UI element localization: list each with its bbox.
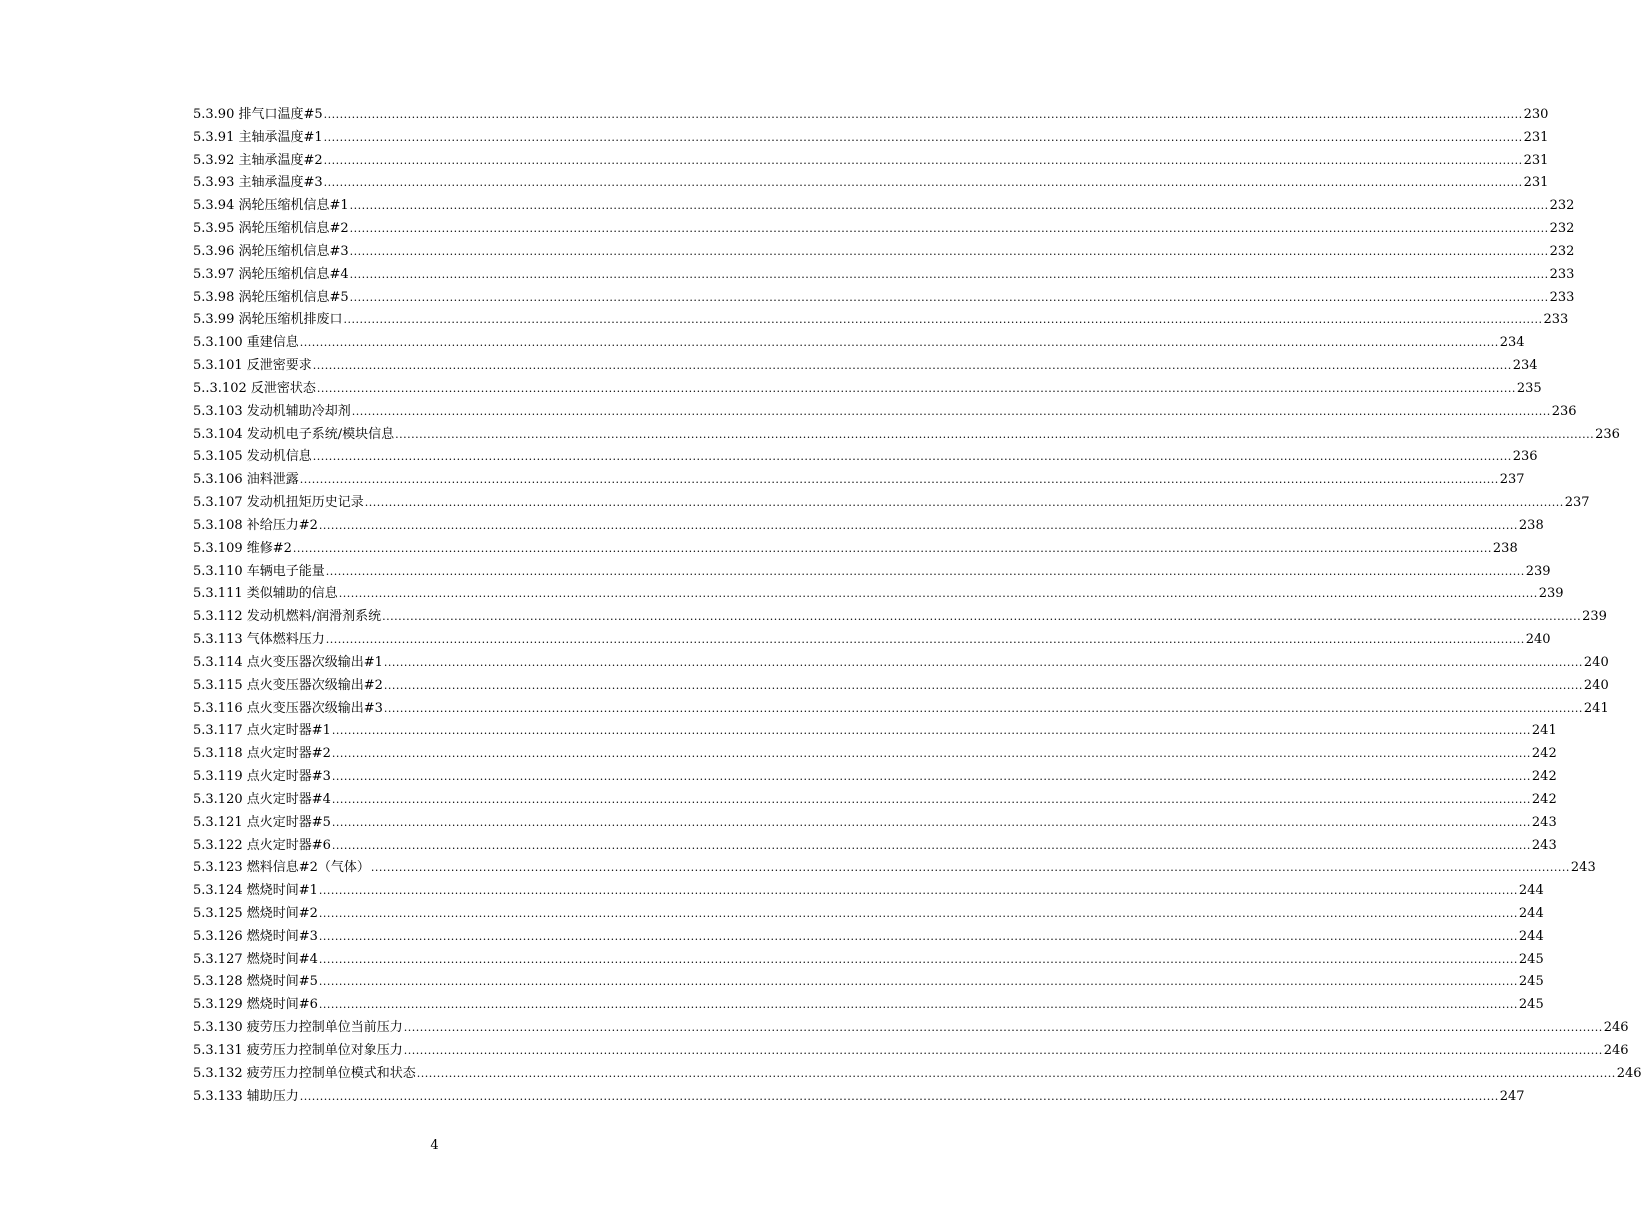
toc-dot-leader: ............................................................................................................................................................................................................................................................................................................ xyxy=(316,381,1516,395)
toc-entry-title: 5.3.105 发动机信息 xyxy=(193,449,312,465)
toc-entry[interactable] xyxy=(193,903,1544,926)
toc-entry-title: 5.3.130 疲劳压力控制单位当前压力 xyxy=(193,1020,403,1036)
toc-entry-page-number: 245 xyxy=(1518,974,1544,990)
toc-entry-title: 5.3.108 补给压力#2 xyxy=(193,517,318,533)
toc-entry[interactable] xyxy=(193,309,1569,332)
toc-entry[interactable] xyxy=(193,127,1549,150)
toc-entry-page-number: 246 xyxy=(1603,1042,1629,1058)
toc-dot-leader: ............................................................................................................................................................................................................................................................................................................ xyxy=(338,587,1538,601)
toc-entry-page-number: 242 xyxy=(1531,769,1557,785)
toc-dot-leader: ............................................................................................................................................................................................................................................................................................................ xyxy=(331,815,1531,829)
toc-entry-page-number: 234 xyxy=(1512,358,1538,374)
toc-dot-leader: ............................................................................................................................................................................................................................................................................................................ xyxy=(331,747,1531,761)
toc-entry-page-number: 238 xyxy=(1492,540,1518,556)
toc-entry-page-number: 244 xyxy=(1518,905,1544,921)
toc-entry[interactable] xyxy=(193,880,1544,903)
toc-entry-title: 5.3.123 燃料信息#2（气体） xyxy=(193,860,370,876)
toc-dot-leader: ............................................................................................................................................................................................................................................................................................................ xyxy=(343,313,1543,327)
toc-dot-leader: ............................................................................................................................................................................................................................................................................................................ xyxy=(331,770,1531,784)
toc-entry[interactable] xyxy=(193,994,1544,1017)
toc-dot-leader: ............................................................................................................................................................................................................................................................................................................ xyxy=(370,861,1570,875)
toc-entry-page-number: 233 xyxy=(1549,266,1575,282)
toc-entry-page-number: 231 xyxy=(1523,152,1549,168)
toc-entry[interactable] xyxy=(193,332,1525,355)
toc-entry-title: 5.3.91 主轴承温度#1 xyxy=(193,129,323,145)
toc-entry[interactable] xyxy=(193,355,1538,378)
toc-entry-page-number: 238 xyxy=(1518,517,1544,533)
toc-entry-page-number: 240 xyxy=(1583,677,1609,693)
toc-entry[interactable] xyxy=(193,424,1620,447)
toc-entry[interactable] xyxy=(193,675,1609,698)
toc-entry-title: 5.3.119 点火定时器#3 xyxy=(193,769,331,785)
toc-dot-leader: ............................................................................................................................................................................................................................................................................................................ xyxy=(349,267,1549,281)
toc-entry-title: 5.3.121 点火定时器#5 xyxy=(193,814,331,830)
toc-entry[interactable] xyxy=(193,926,1544,949)
toc-dot-leader: ............................................................................................................................................................................................................................................................................................................ xyxy=(395,427,1595,441)
toc-entry[interactable] xyxy=(193,287,1575,310)
toc-entry-page-number: 243 xyxy=(1570,860,1596,876)
toc-entry[interactable] xyxy=(193,835,1557,858)
toc-dot-leader: ............................................................................................................................................................................................................................................................................................................ xyxy=(318,929,1518,943)
toc-entry[interactable] xyxy=(193,629,1551,652)
toc-dot-leader: ............................................................................................................................................................................................................................................................................................................ xyxy=(323,108,1523,121)
toc-entry-title: 5.3.104 发动机电子系统/模块信息 xyxy=(193,426,395,442)
toc-entry-title: 5.3.129 燃烧时间#6 xyxy=(193,997,318,1013)
toc-entry-page-number: 234 xyxy=(1499,335,1525,351)
toc-entry-title: 5.3.114 点火变压器次级输出#1 xyxy=(193,654,383,670)
toc-entry[interactable] xyxy=(193,561,1551,584)
toc-entry-page-number: 240 xyxy=(1525,632,1551,648)
toc-dot-leader: ............................................................................................................................................................................................................................................................................................................ xyxy=(331,724,1531,738)
toc-dot-leader: ............................................................................................................................................................................................................................................................................................................ xyxy=(312,359,1512,373)
toc-entry-page-number: 242 xyxy=(1531,746,1557,762)
toc-entry[interactable] xyxy=(193,378,1542,401)
toc-entry-page-number: 232 xyxy=(1549,243,1575,259)
toc-entry-title: 5.3.127 燃烧时间#4 xyxy=(193,951,318,967)
toc-entry-page-number: 242 xyxy=(1531,791,1557,807)
toc-entry-page-number: 237 xyxy=(1499,472,1525,488)
toc-entry-title: 5.3.117 点火定时器#1 xyxy=(193,723,331,739)
toc-dot-leader: ............................................................................................................................................................................................................................................................................................................ xyxy=(299,336,1499,350)
toc-entry-title: 5.3.132 疲劳压力控制单位模式和状态 xyxy=(193,1065,416,1081)
toc-entry-title: 5.3.107 发动机扭矩历史记录 xyxy=(193,495,364,511)
toc-entry[interactable] xyxy=(193,172,1549,195)
toc-entry-page-number: 241 xyxy=(1531,723,1557,739)
toc-entry[interactable] xyxy=(193,538,1518,561)
toc-entry-title: 5.3.131 疲劳压力控制单位对象压力 xyxy=(193,1042,403,1058)
toc-entry-page-number: 247 xyxy=(1499,1088,1525,1104)
toc-entry[interactable] xyxy=(193,949,1544,972)
toc-dot-leader: ............................................................................................................................................................................................................................................................................................................ xyxy=(349,199,1549,213)
toc-entry[interactable] xyxy=(193,1063,1642,1086)
toc-entry-title: 5.3.124 燃烧时间#1 xyxy=(193,883,318,899)
toc-dot-leader: ............................................................................................................................................................................................................................................................................................................ xyxy=(349,222,1549,236)
toc-entry-title: 5.3.90 排气口温度#5 xyxy=(193,107,323,122)
toc-entry-title: 5.3.115 点火变压器次级输出#2 xyxy=(193,677,383,693)
toc-entry[interactable] xyxy=(193,766,1557,789)
toc-entry-page-number: 239 xyxy=(1525,563,1551,579)
toc-entry-title: 5.3.112 发动机燃料/润滑剂系统 xyxy=(193,609,382,625)
toc-entry[interactable] xyxy=(193,264,1575,287)
toc-dot-leader: ............................................................................................................................................................................................................................................................................................................ xyxy=(299,1089,1499,1103)
toc-entry-page-number: 235 xyxy=(1516,380,1542,396)
toc-entry-page-number: 239 xyxy=(1538,586,1564,602)
toc-entry[interactable] xyxy=(193,195,1575,218)
toc-entry-page-number: 237 xyxy=(1564,495,1590,511)
toc-dot-leader: ............................................................................................................................................................................................................................................................................................................ xyxy=(318,952,1518,966)
toc-entry-title: 5.3.106 油料泄露 xyxy=(193,472,299,488)
toc-entry-title: 5.3.96 涡轮压缩机信息#3 xyxy=(193,243,349,259)
toc-dot-leader: ............................................................................................................................................................................................................................................................................................................ xyxy=(403,1021,1603,1035)
toc-dot-leader: ............................................................................................................................................................................................................................................................................................................ xyxy=(364,496,1564,510)
toc-entry-page-number: 231 xyxy=(1523,175,1549,191)
toc-entry-title: 5..3.102 反泄密状态 xyxy=(193,380,316,396)
toc-dot-leader: ............................................................................................................................................................................................................................................................................................................ xyxy=(312,450,1512,464)
toc-dot-leader: ............................................................................................................................................................................................................................................................................................................ xyxy=(299,473,1499,487)
toc-entry-title: 5.3.94 涡轮压缩机信息#1 xyxy=(193,198,349,214)
toc-entry-title: 5.3.133 辅助压力 xyxy=(193,1088,299,1104)
toc-entry-page-number: 246 xyxy=(1603,1020,1629,1036)
toc-entry[interactable] xyxy=(193,1040,1629,1063)
toc-entry-page-number: 230 xyxy=(1523,107,1549,122)
toc-dot-leader: ............................................................................................................................................................................................................................................................................................................ xyxy=(331,838,1531,852)
toc-dot-leader: ............................................................................................................................................................................................................................................................................................................ xyxy=(383,655,1583,669)
toc-entry-title: 5.3.100 重建信息 xyxy=(193,335,299,351)
toc-entry-page-number: 236 xyxy=(1595,426,1620,442)
toc-entry-title: 5.3.92 主轴承温度#2 xyxy=(193,152,323,168)
toc-entry[interactable] xyxy=(193,652,1609,675)
toc-entry-title: 5.3.98 涡轮压缩机信息#5 xyxy=(193,289,349,305)
toc-entry-title: 5.3.110 车辆电子能量 xyxy=(193,563,325,579)
toc-dot-leader: ............................................................................................................................................................................................................................................................................................................ xyxy=(349,290,1549,304)
toc-entry[interactable] xyxy=(193,743,1557,766)
toc-entry-title: 5.3.126 燃烧时间#3 xyxy=(193,928,318,944)
toc-dot-leader: ............................................................................................................................................................................................................................................................................................................ xyxy=(318,518,1518,532)
toc-entry[interactable] xyxy=(193,971,1544,994)
toc-entry-title: 5.3.122 点火定时器#6 xyxy=(193,837,331,853)
toc-dot-leader: ............................................................................................................................................................................................................................................................................................................ xyxy=(323,130,1523,144)
toc-entry-page-number: 244 xyxy=(1518,883,1544,899)
toc-entry[interactable] xyxy=(193,606,1607,629)
toc-entry[interactable] xyxy=(193,218,1575,241)
toc-entry[interactable] xyxy=(193,789,1557,812)
toc-entry-title: 5.3.113 气体燃料压力 xyxy=(193,632,325,648)
table-of-contents xyxy=(193,104,1642,1108)
toc-dot-leader: ............................................................................................................................................................................................................................................................................................................ xyxy=(383,701,1583,715)
toc-dot-leader: ............................................................................................................................................................................................................................................................................................................ xyxy=(318,975,1518,989)
toc-entry-page-number: 243 xyxy=(1531,814,1557,830)
toc-dot-leader: ............................................................................................................................................................................................................................................................................................................ xyxy=(351,404,1551,418)
toc-entry[interactable] xyxy=(193,857,1596,880)
toc-entry-title: 5.3.109 维修#2 xyxy=(193,540,292,556)
toc-dot-leader: ............................................................................................................................................................................................................................................................................................................ xyxy=(349,244,1549,258)
toc-dot-leader: ............................................................................................................................................................................................................................................................................................................ xyxy=(318,884,1518,898)
toc-entry-title: 5.3.116 点火变压器次级输出#3 xyxy=(193,700,383,716)
toc-entry-title: 5.3.118 点火定时器#2 xyxy=(193,746,331,762)
toc-entry[interactable] xyxy=(193,720,1557,743)
toc-entry-page-number: 232 xyxy=(1549,221,1575,237)
toc-dot-leader: ............................................................................................................................................................................................................................................................................................................ xyxy=(382,610,1582,624)
toc-dot-leader: ............................................................................................................................................................................................................................................................................................................ xyxy=(318,998,1518,1012)
toc-entry[interactable] xyxy=(193,698,1609,721)
toc-entry-page-number: 236 xyxy=(1551,403,1577,419)
toc-entry[interactable] xyxy=(193,241,1575,264)
toc-entry-title: 5.3.99 涡轮压缩机排废口 xyxy=(193,312,343,328)
toc-dot-leader: ............................................................................................................................................................................................................................................................................................................ xyxy=(325,633,1525,647)
toc-entry-page-number: 241 xyxy=(1583,700,1609,716)
toc-entry[interactable] xyxy=(193,446,1538,469)
toc-entry-page-number: 246 xyxy=(1616,1065,1642,1081)
toc-entry[interactable] xyxy=(193,150,1549,173)
toc-entry-page-number: 243 xyxy=(1531,837,1557,853)
toc-entry[interactable] xyxy=(193,1086,1525,1109)
toc-entry[interactable] xyxy=(193,469,1525,492)
toc-entry[interactable] xyxy=(193,1017,1629,1040)
toc-dot-leader: ............................................................................................................................................................................................................................................................................................................ xyxy=(325,564,1525,578)
toc-dot-leader: ............................................................................................................................................................................................................................................................................................................ xyxy=(416,1066,1616,1080)
toc-entry[interactable] xyxy=(193,401,1577,424)
toc-dot-leader: ............................................................................................................................................................................................................................................................................................................ xyxy=(323,176,1523,190)
toc-dot-leader: ............................................................................................................................................................................................................................................................................................................ xyxy=(323,153,1523,167)
toc-entry-title: 5.3.101 反泄密要求 xyxy=(193,358,312,374)
toc-entry-title: 5.3.125 燃烧时间#2 xyxy=(193,905,318,921)
toc-entry-page-number: 233 xyxy=(1549,289,1575,305)
toc-entry-page-number: 244 xyxy=(1518,928,1544,944)
toc-entry-title: 5.3.120 点火定时器#4 xyxy=(193,791,331,807)
toc-entry-page-number: 240 xyxy=(1583,654,1609,670)
toc-dot-leader: ............................................................................................................................................................................................................................................................................................................ xyxy=(318,906,1518,920)
toc-entry-title: 5.3.93 主轴承温度#3 xyxy=(193,175,323,191)
toc-entry-page-number: 236 xyxy=(1512,449,1538,465)
toc-entry-page-number: 245 xyxy=(1518,951,1544,967)
toc-entry-page-number: 239 xyxy=(1582,609,1607,625)
toc-entry-title: 5.3.95 涡轮压缩机信息#2 xyxy=(193,221,349,237)
toc-dot-leader: ............................................................................................................................................................................................................................................................................................................ xyxy=(383,678,1583,692)
toc-entry-title: 5.3.103 发动机辅助冷却剂 xyxy=(193,403,351,419)
toc-entry-title: 5.3.97 涡轮压缩机信息#4 xyxy=(193,266,349,282)
toc-entry[interactable] xyxy=(193,515,1544,538)
toc-entry[interactable] xyxy=(193,812,1557,835)
toc-entry-page-number: 245 xyxy=(1518,997,1544,1013)
toc-entry[interactable] xyxy=(193,492,1590,515)
toc-entry-title: 5.3.111 类似辅助的信息 xyxy=(193,586,338,602)
toc-dot-leader: ............................................................................................................................................................................................................................................................................................................ xyxy=(403,1043,1603,1057)
toc-entry-title: 5.3.128 燃烧时间#5 xyxy=(193,974,318,990)
toc-entry-page-number: 231 xyxy=(1523,129,1549,145)
toc-entry[interactable] xyxy=(193,104,1549,127)
toc-dot-leader: ............................................................................................................................................................................................................................................................................................................ xyxy=(292,541,1492,555)
page-number: 4 xyxy=(430,1138,439,1153)
toc-entry[interactable] xyxy=(193,583,1564,606)
toc-dot-leader: ............................................................................................................................................................................................................................................................................................................ xyxy=(331,792,1531,806)
toc-entry-page-number: 233 xyxy=(1543,312,1569,328)
toc-entry-page-number: 232 xyxy=(1549,198,1575,214)
